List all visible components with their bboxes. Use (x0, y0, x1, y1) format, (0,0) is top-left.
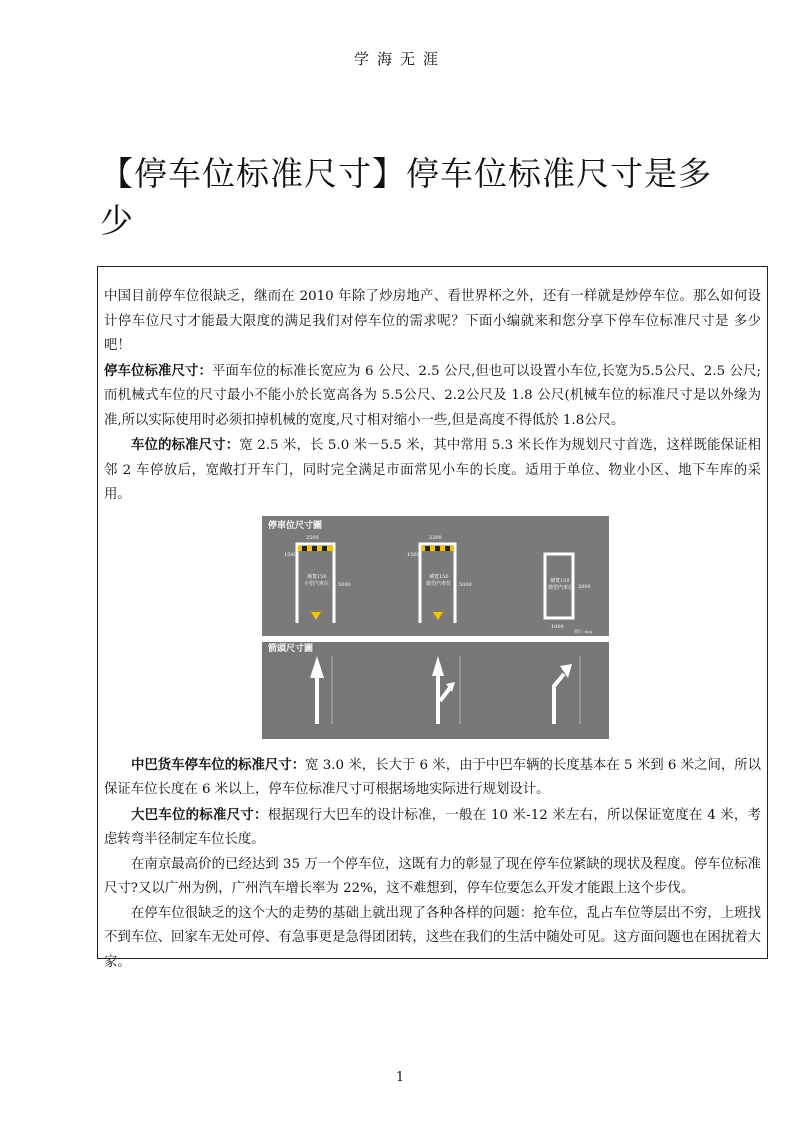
paragraph-minibus (104, 753, 761, 803)
slot1-stripe: 1500 (284, 551, 297, 558)
slot1-label-a: 補寬150 (307, 573, 327, 580)
slot1-length: 5000 (338, 581, 351, 588)
slot3-label-a: 補寬150 (550, 577, 570, 584)
figure-unit-note: 單位: mm (574, 628, 593, 634)
slot3-label-b: 微型汽車位 (548, 584, 574, 591)
label-bus: 大巴车位的标准尺寸： (131, 806, 268, 823)
paragraph-intro: 中国目前停车位很缺乏，继而在 2010 年除了炒房地产、看世界杯之外，还有一样就是炒停车位。那么如何设计停车位尺寸才能最大限度的满足我们对停车位的需求呢？下面小编就来和您分享下停车位标准尺寸是 多少吧！ (104, 289, 761, 353)
text-standard-size: 平面车位的标准长宽应为 6 公尺、2.5 公尺,但也可以设置小车位,长宽为5.5公尺、2.5 公尺;而机械式车位的尺寸最小不能小於长宽高各为 5.5公尺、2.2公尺及 1.8 公尺(机械车位的标准尺寸是以外缘为准,所以实际使用时必须扣掉机械的宽度,尺寸相对缩小一些,但是高度不得低於 1.8公尺。 (104, 363, 761, 428)
slot1-label-b: 小型汽車位 (304, 580, 330, 587)
slot2-label-a: 補寬150 (429, 573, 449, 580)
text-minibus: 宽 3.0 米，长大于 6 米，由于中巴车辆的长度基本在 5 米到 6 米之间，所以保证车位长度在 6 米以上，停车位标准尺寸可根据场地实际进行规划设计。 (104, 757, 762, 797)
figure-panel1-title: 停車位尺寸圖 (268, 520, 323, 531)
slot2-width: 2200 (429, 534, 442, 541)
paragraph-standard-size (104, 359, 761, 434)
parking-dimension-figure (262, 516, 609, 739)
page-title: 【停车位标准尺寸】停车位标准尺寸是多少 (100, 154, 712, 240)
paragraph-car-space (104, 433, 761, 508)
content-box (97, 266, 768, 970)
slot1-width: 2500 (306, 534, 319, 541)
label-standard-size: 停车位标准尺寸： (104, 362, 213, 379)
text-car-space: 宽 2.5 米，长 5.0 米－5.5 米，其中常用 5.3 米长作为规划尺寸首选，这样既能保证相邻 2 车停放后，宽敞打开车门，同时完全满足市面常见小车的长度。适用于单位、物业小区、地下车库的采用。 (104, 438, 761, 502)
slot2-label-b: 微型汽車位 (426, 580, 452, 587)
page-number: 1 (395, 1070, 405, 1085)
label-minibus: 中巴货车停车位的标准尺寸： (131, 756, 306, 773)
slot3-length: 2000 (578, 583, 591, 590)
paragraph-nanjing: 在南京最高价的已经达到 35 万一个停车位，这既有力的彰显了现在停车位紧缺的现状及程度。停车位标准尺寸?又以广州为例，广州汽车增长率为 22%，这不难想到，停车位要怎么开发才能跟上这个步伐。 (104, 856, 761, 896)
slot2-length: 5000 (459, 581, 472, 588)
paragraph-bus (104, 803, 761, 853)
slot2-stripe: 1500 (407, 551, 420, 558)
slot3-width: 1000 (551, 623, 564, 630)
text-bus: 根据现行大巴车的设计标准，一般在 10 米-12 米左右，所以保证宽度在 4 米，考虑转弯半径制定车位长度。 (104, 807, 761, 847)
article-body (104, 285, 761, 975)
figure-panel2-title: 箭頭尺寸圖 (268, 643, 314, 654)
paragraph-problems: 在停车位很缺乏的这个大的走势的基础上就出现了各种各样的问题：抢车位，乱占车位等层出不穷，上班找不到车位、回家车无处可停、有急事更是急得团团转，这些在我们的生活中随处可见。这方面问题也在困扰着大家。 (104, 905, 761, 970)
label-car-space: 车位的标准尺寸： (131, 437, 240, 453)
page-header: 学海无涯 (353, 50, 446, 68)
